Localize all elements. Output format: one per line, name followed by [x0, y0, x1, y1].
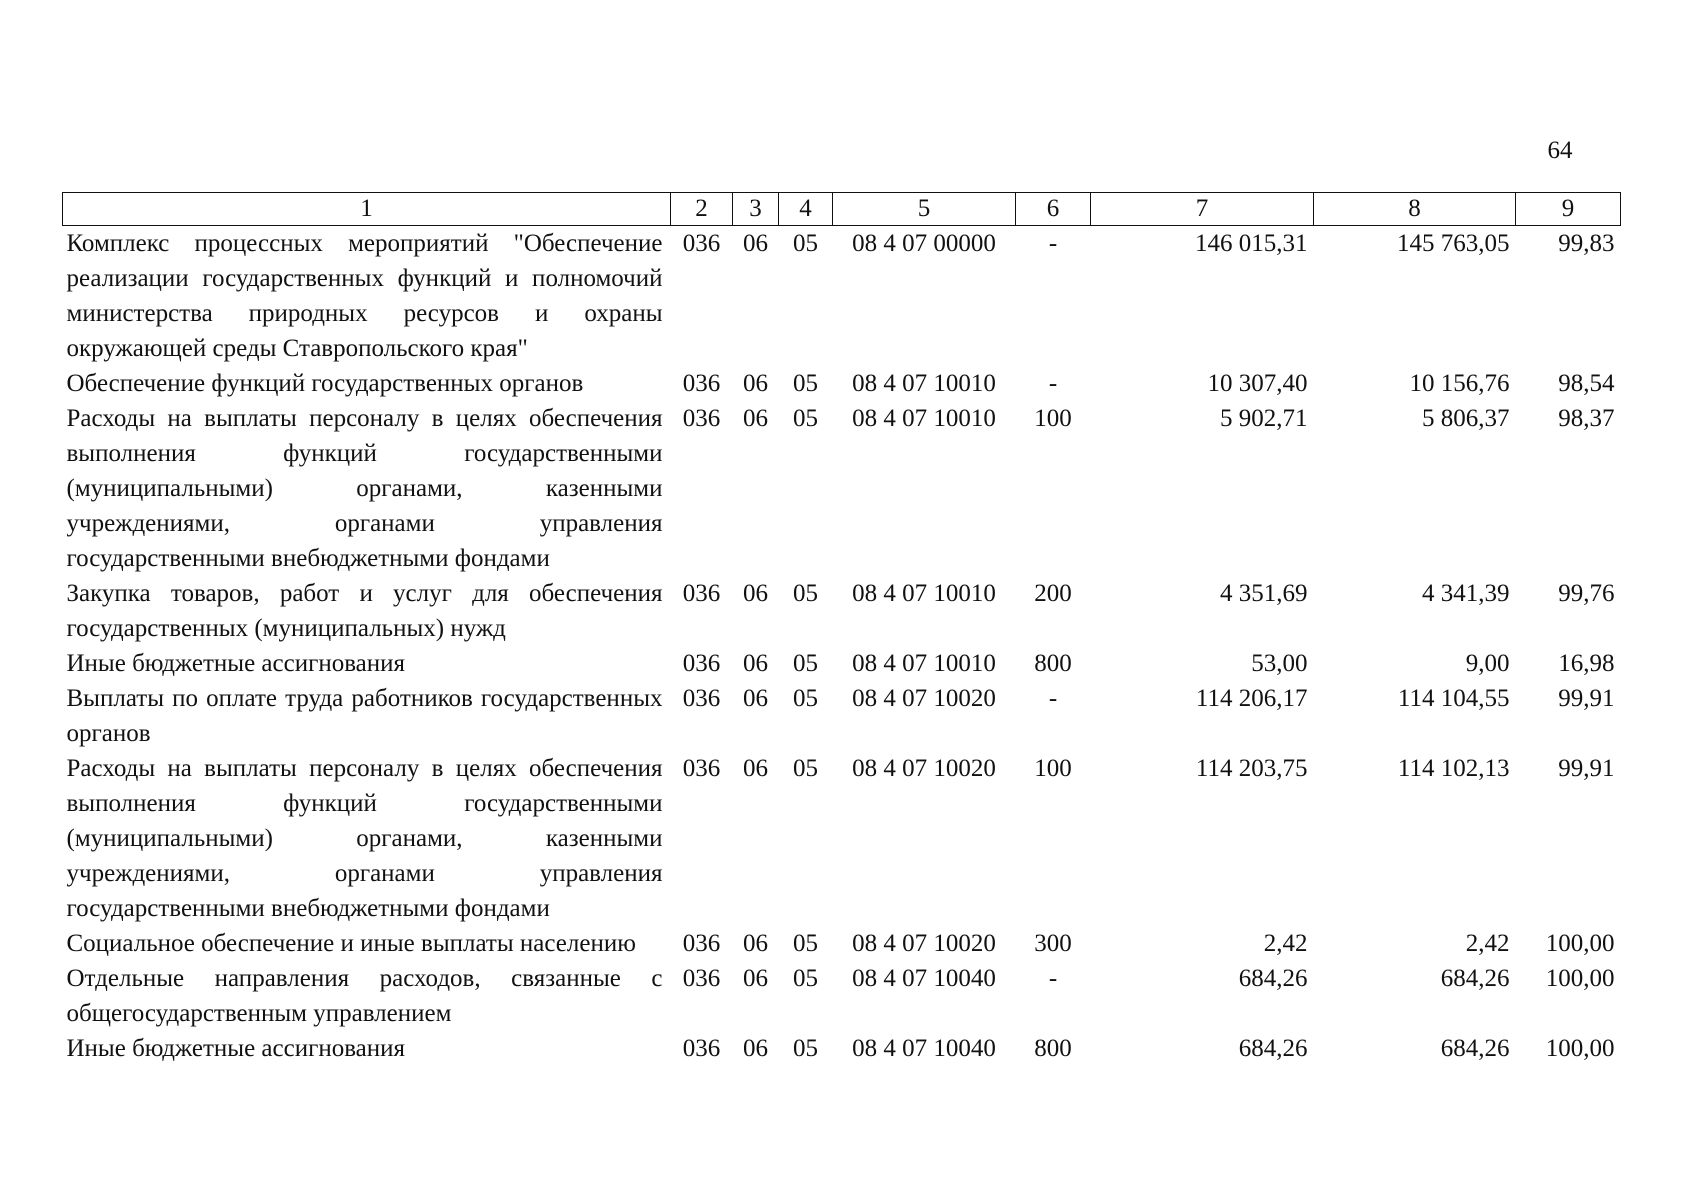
row-percent-cell: 100,00 — [1545, 1035, 1615, 1062]
row-csr-cell: 08 4 07 10040 — [852, 1035, 996, 1062]
row-plan-cell: 2,42 — [1263, 930, 1308, 957]
header-col-4: 4 — [779, 193, 833, 226]
row-rz-cell: 06 — [743, 1035, 768, 1062]
row-name-cell: Расходы на выплаты персоналу в целях обеспечения выполнения функций государственными (муниципальными) органами, казенными учреждениями, органами управления государственными внебюджетными фондами — [66, 755, 663, 922]
row-percent-cell: 99,76 — [1558, 580, 1615, 607]
row-csr-cell: 08 4 07 10020 — [852, 755, 996, 782]
row-fact-cell: 684,26 — [1440, 965, 1510, 992]
row-csr-cell: 08 4 07 10040 — [852, 965, 996, 992]
row-csr-cell: 08 4 07 10010 — [852, 370, 996, 397]
row-rz-cell: 06 — [743, 930, 768, 957]
row-rz-cell: 06 — [743, 755, 768, 782]
header-col-3: 3 — [733, 193, 779, 226]
row-vr-cell: - — [1048, 685, 1058, 712]
row-vr-cell: - — [1048, 370, 1058, 397]
row-rz-cell: 06 — [743, 405, 768, 432]
row-grbs-cell: 036 — [682, 650, 721, 677]
row-pr-cell: 05 — [793, 580, 818, 607]
row-fact-cell: 114 104,55 — [1397, 685, 1510, 712]
row-pr-cell: 05 — [793, 930, 818, 957]
header-col-6: 6 — [1016, 193, 1091, 226]
row-pr-cell: 05 — [793, 1035, 818, 1062]
row-percent-cell: 99,91 — [1558, 685, 1615, 712]
row-plan-cell: 5 902,71 — [1220, 405, 1308, 432]
row-grbs-cell: 036 — [682, 370, 721, 397]
row-rz-cell: 06 — [743, 650, 768, 677]
row-csr-cell: 08 4 07 10010 — [852, 650, 996, 677]
row-plan-cell: 10 307,40 — [1207, 370, 1308, 397]
row-grbs-cell: 036 — [682, 405, 721, 432]
header-col-5: 5 — [833, 193, 1016, 226]
header-col-8: 8 — [1314, 193, 1516, 226]
row-grbs-cell: 036 — [682, 930, 721, 957]
row-percent-cell: 99,83 — [1558, 230, 1615, 257]
row-name-cell: Обеспечение функций государственных органов — [66, 370, 584, 397]
table-row — [63, 961, 1621, 1031]
header-col-2: 2 — [671, 193, 733, 226]
table-row — [63, 646, 1621, 681]
row-fact-cell: 5 806,37 — [1422, 405, 1510, 432]
row-pr-cell: 05 — [793, 685, 818, 712]
table-row — [63, 576, 1621, 646]
row-vr-cell: 100 — [1034, 755, 1072, 782]
page-number: 64 — [1547, 137, 1573, 164]
row-fact-cell: 4 341,39 — [1422, 580, 1510, 607]
row-grbs-cell: 036 — [682, 230, 721, 257]
row-plan-cell: 53,00 — [1251, 650, 1308, 677]
row-pr-cell: 05 — [793, 370, 818, 397]
row-rz-cell: 06 — [743, 230, 768, 257]
header-col-1: 1 — [63, 193, 671, 226]
header-row — [63, 193, 1621, 226]
row-name-cell: Расходы на выплаты персоналу в целях обеспечения выполнения функций государственными (муниципальными) органами, казенными учреждениями, органами управления государственными внебюджетными фондами — [66, 405, 663, 572]
row-grbs-cell: 036 — [682, 580, 721, 607]
row-fact-cell: 145 763,05 — [1397, 230, 1510, 257]
row-vr-cell: 300 — [1034, 930, 1072, 957]
row-csr-cell: 08 4 07 10020 — [852, 930, 996, 957]
row-vr-cell: 800 — [1034, 650, 1072, 677]
row-fact-cell: 2,42 — [1465, 930, 1510, 957]
table-row — [63, 681, 1621, 751]
table-row — [63, 926, 1621, 961]
row-percent-cell: 98,37 — [1558, 405, 1615, 432]
header-col-7: 7 — [1091, 193, 1314, 226]
row-fact-cell: 10 156,76 — [1409, 370, 1510, 397]
budget-table — [62, 192, 1621, 1066]
row-name-cell: Социальное обеспечение и иные выплаты населению — [66, 930, 636, 957]
row-plan-cell: 114 203,75 — [1195, 755, 1308, 782]
row-rz-cell: 06 — [743, 370, 768, 397]
row-percent-cell: 98,54 — [1558, 370, 1615, 397]
row-plan-cell: 684,26 — [1238, 1035, 1308, 1062]
row-fact-cell: 684,26 — [1440, 1035, 1510, 1062]
row-csr-cell: 08 4 07 10010 — [852, 580, 996, 607]
row-grbs-cell: 036 — [682, 755, 721, 782]
table-row — [63, 366, 1621, 401]
row-percent-cell: 100,00 — [1545, 965, 1615, 992]
row-pr-cell: 05 — [793, 405, 818, 432]
row-name-cell: Комплекс процессных мероприятий "Обеспечение реализации государственных функций и полномочий министерства природных ресурсов и охраны окружающей среды Ставропольского края" — [66, 230, 663, 362]
row-rz-cell: 06 — [743, 685, 768, 712]
table-header — [63, 193, 1621, 226]
row-vr-cell: 200 — [1034, 580, 1072, 607]
table-row — [63, 226, 1621, 367]
row-rz-cell: 06 — [743, 580, 768, 607]
row-fact-cell: 9,00 — [1465, 650, 1510, 677]
row-grbs-cell: 036 — [682, 965, 721, 992]
row-vr-cell: 100 — [1034, 405, 1072, 432]
row-pr-cell: 05 — [793, 755, 818, 782]
header-col-9: 9 — [1516, 193, 1621, 226]
row-grbs-cell: 036 — [682, 685, 721, 712]
row-csr-cell: 08 4 07 10020 — [852, 685, 996, 712]
row-pr-cell: 05 — [793, 230, 818, 257]
row-fact-cell: 114 102,13 — [1397, 755, 1510, 782]
table-body — [63, 226, 1621, 1067]
row-name-cell: Закупка товаров, работ и услуг для обеспечения государственных (муниципальных) нужд — [66, 580, 663, 642]
table-row — [63, 1031, 1621, 1066]
row-plan-cell: 4 351,69 — [1220, 580, 1308, 607]
row-name-cell: Иные бюджетные ассигнования — [66, 650, 406, 677]
row-vr-cell: - — [1048, 230, 1058, 257]
row-plan-cell: 146 015,31 — [1195, 230, 1308, 257]
row-plan-cell: 114 206,17 — [1195, 685, 1308, 712]
row-name-cell: Выплаты по оплате труда работников государственных органов — [66, 685, 663, 747]
row-pr-cell: 05 — [793, 650, 818, 677]
row-csr-cell: 08 4 07 10010 — [852, 405, 996, 432]
table-row — [63, 401, 1621, 576]
row-csr-cell: 08 4 07 00000 — [852, 230, 996, 257]
row-percent-cell: 99,91 — [1558, 755, 1615, 782]
row-pr-cell: 05 — [793, 965, 818, 992]
row-grbs-cell: 036 — [682, 1035, 721, 1062]
table-row — [63, 751, 1621, 926]
row-plan-cell: 684,26 — [1238, 965, 1308, 992]
row-name-cell: Отдельные направления расходов, связанные с общегосударственным управлением — [66, 965, 663, 1027]
row-percent-cell: 16,98 — [1558, 650, 1615, 677]
row-percent-cell: 100,00 — [1545, 930, 1615, 957]
row-rz-cell: 06 — [743, 965, 768, 992]
row-name-cell: Иные бюджетные ассигнования — [66, 1035, 406, 1062]
row-vr-cell: 800 — [1034, 1035, 1072, 1062]
row-vr-cell: - — [1048, 965, 1058, 992]
